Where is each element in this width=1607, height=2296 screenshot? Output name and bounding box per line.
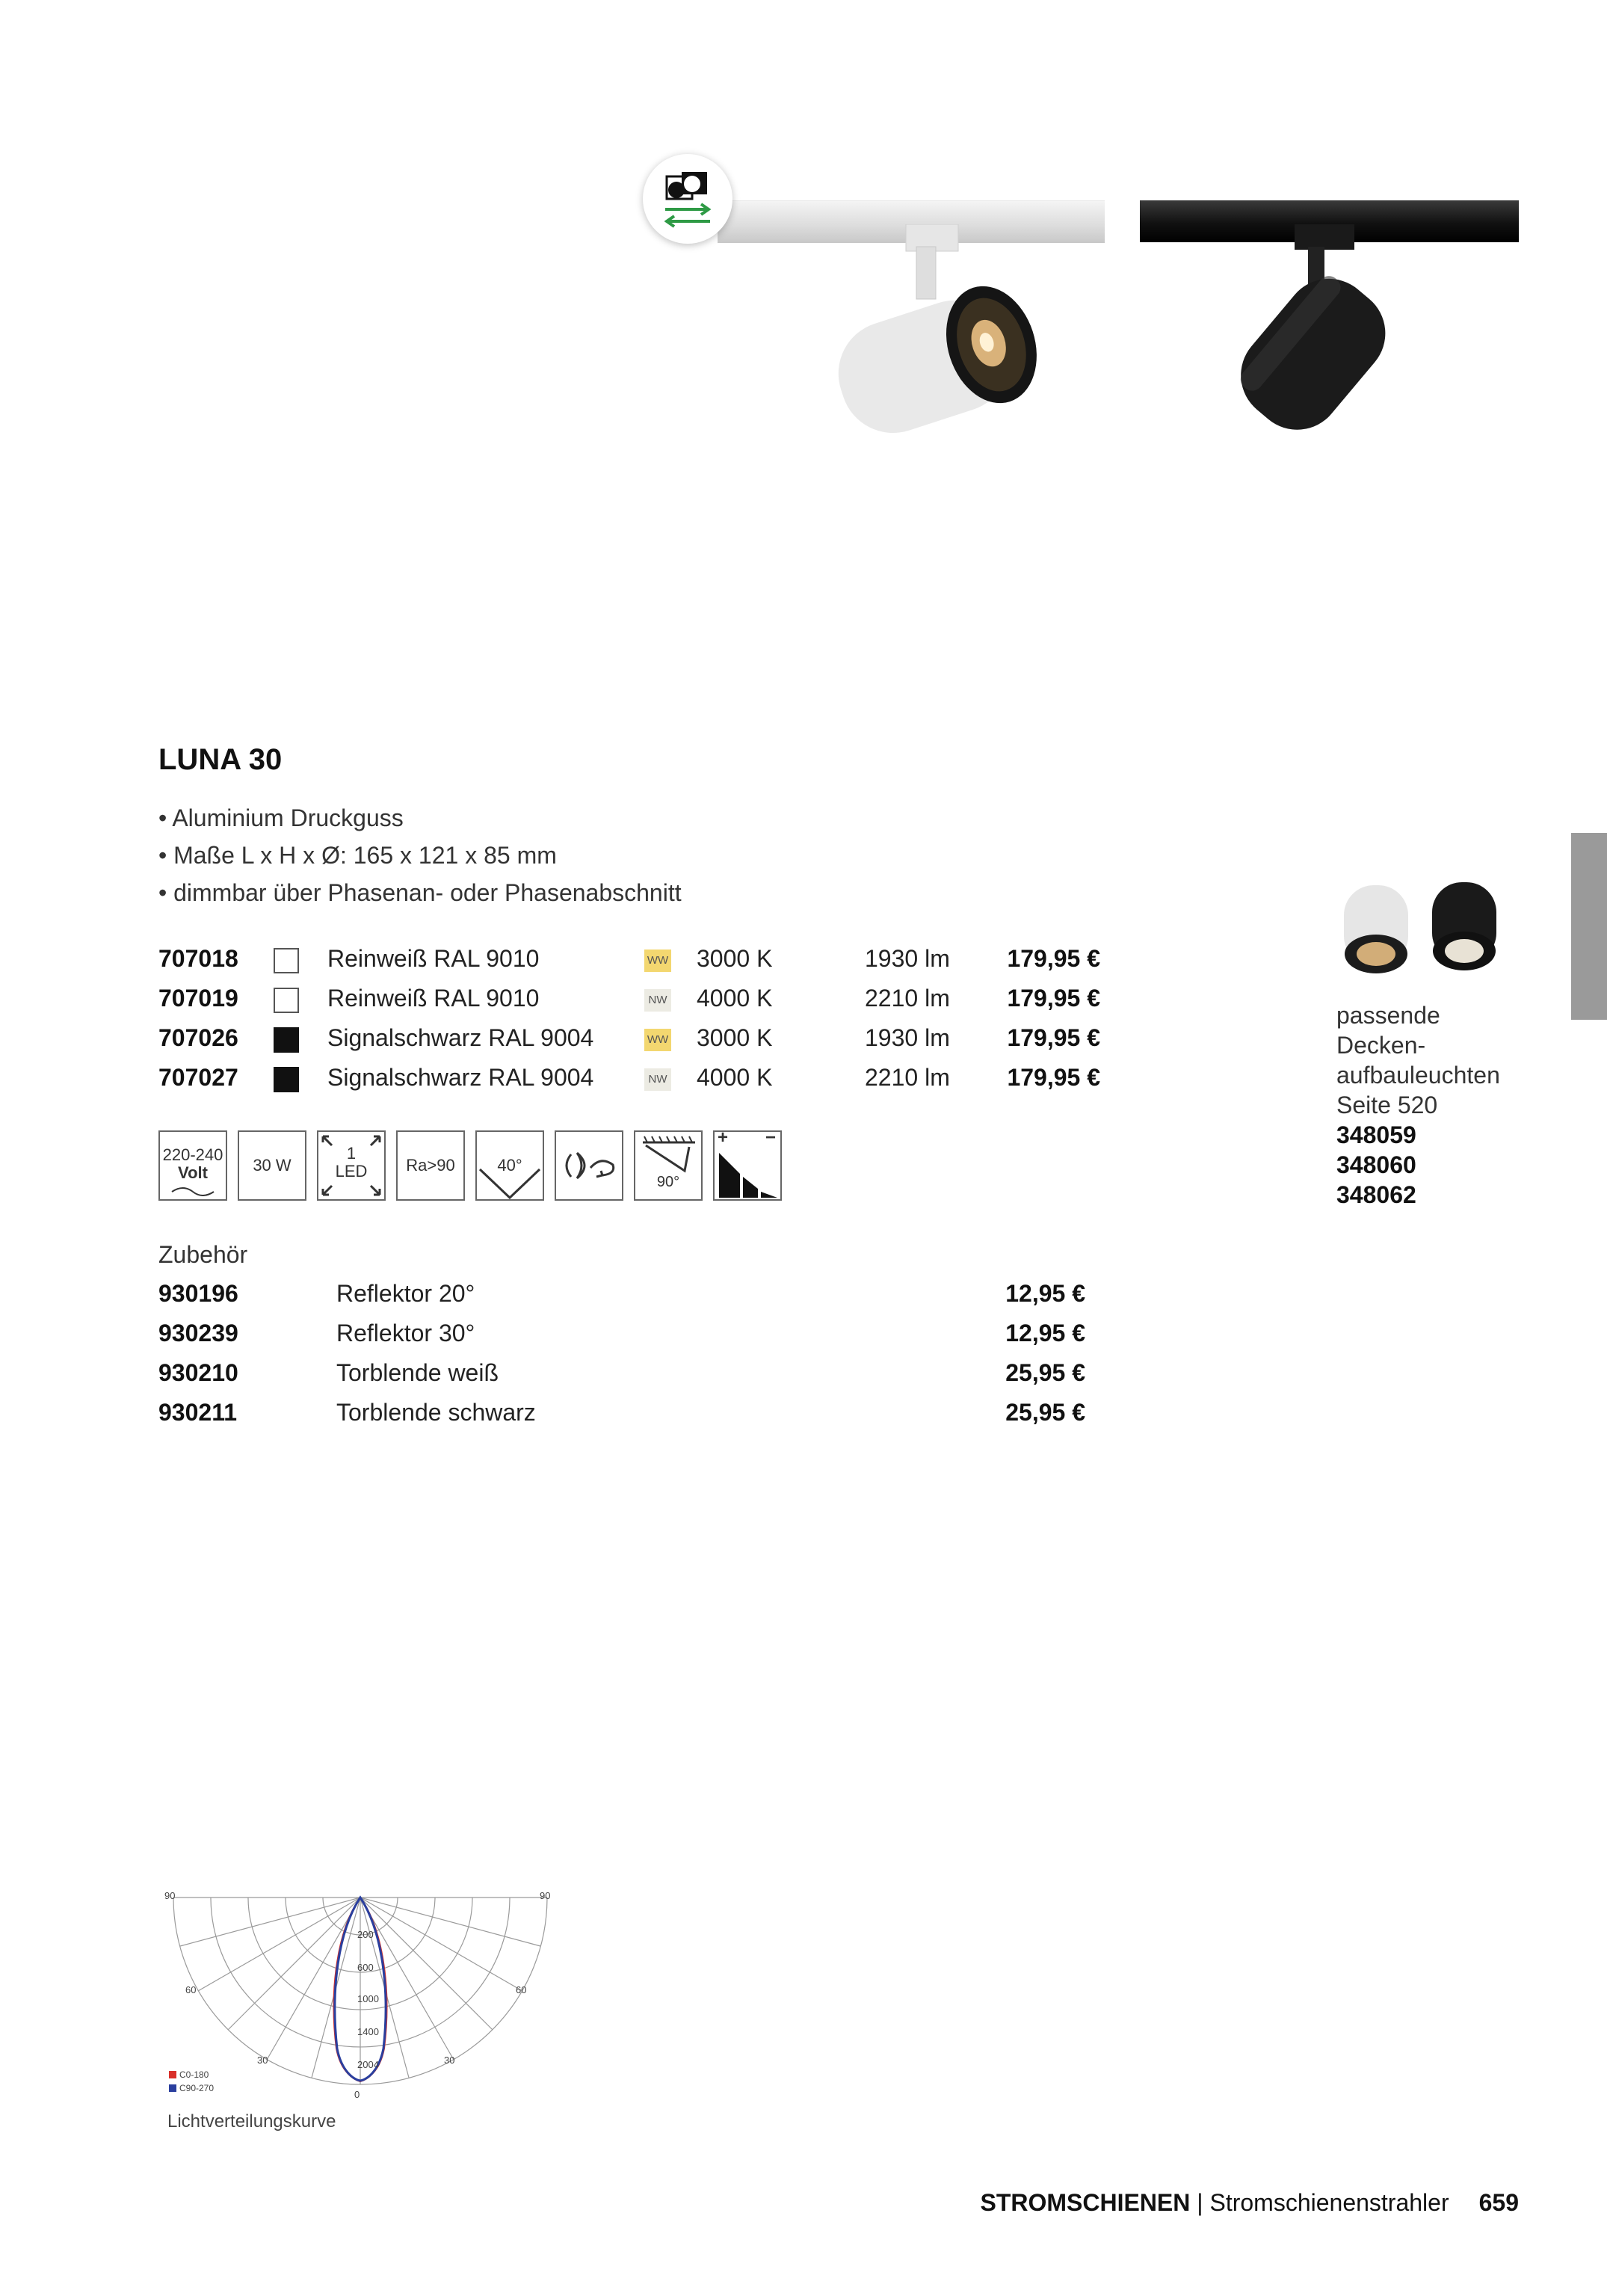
beam-angle-value: 40° (497, 1156, 522, 1175)
color-swatch-black (274, 1027, 299, 1053)
led-label: LED (335, 1162, 368, 1181)
color-temperature: 4000 K (697, 1064, 773, 1091)
sidebar-article: 348062 (1336, 1181, 1416, 1208)
article-number: 930239 (158, 1320, 238, 1346)
color-name: Reinweiß RAL 9010 (327, 985, 540, 1012)
legend-label: C0-180 (179, 2069, 209, 2080)
price: 25,95 € (1005, 1359, 1085, 1386)
sidebar-article: 348059 (1336, 1121, 1416, 1148)
light-color-badge: NW (644, 1068, 671, 1091)
list-item (158, 1399, 1085, 1436)
feature-dimming: • dimmbar über Phasenan- oder Phasenabschnitt (158, 879, 682, 906)
angle-label: 30 (257, 2055, 268, 2066)
spotlight-black-image (1211, 224, 1428, 464)
voltage-icon (158, 1130, 227, 1201)
color-temperature: 3000 K (697, 1024, 773, 1051)
price: 179,95 € (1007, 1064, 1100, 1091)
price: 12,95 € (1005, 1320, 1085, 1346)
article-number: 707027 (158, 1064, 238, 1091)
legend-label: C90-270 (179, 2083, 215, 2093)
article-number: 707026 (158, 1024, 238, 1051)
list-item (158, 1359, 1085, 1397)
rotate-arrows-icon (556, 1132, 622, 1199)
intensity-label: 2004 (357, 2059, 379, 2070)
page-number: 659 (1478, 2189, 1519, 2216)
sidebar-line: aufbauleuchten (1336, 1062, 1500, 1089)
intensity-label: 1000 (357, 1993, 379, 2004)
cri-icon: Ra>90 (396, 1130, 465, 1201)
light-color-badge: WW (644, 1029, 671, 1051)
color-name: Signalschwarz RAL 9004 (327, 1024, 594, 1051)
tilt-angle-value: 90° (656, 1174, 680, 1190)
spotlight-white-image (807, 224, 1054, 471)
dim-plus: + (718, 1127, 729, 1148)
sidebar-line: Decken- (1336, 1032, 1426, 1059)
exchangeable-badge (643, 154, 732, 244)
luminous-flux: 1930 lm (865, 1024, 950, 1051)
dim-minus: − (765, 1127, 776, 1148)
dimmable-icon (713, 1127, 782, 1201)
accessory-name: Reflektor 30° (336, 1320, 475, 1346)
page-footer (980, 2189, 1519, 2217)
angle-label: 30 (444, 2055, 455, 2066)
price: 179,95 € (1007, 945, 1100, 972)
article-number: 930196 (158, 1280, 238, 1307)
wave-icon (170, 1186, 215, 1196)
light-color-badge: NW (644, 989, 671, 1012)
article-number: 930211 (158, 1399, 238, 1426)
accessory-name: Torblende weiß (336, 1359, 499, 1386)
sidebar-line: passende (1336, 1002, 1440, 1029)
color-temperature: 3000 K (697, 945, 773, 972)
article-number: 707019 (158, 985, 238, 1012)
legend-swatch-c0 (169, 2071, 176, 2078)
intensity-label: 1400 (357, 2026, 379, 2037)
intensity-label: 200 (357, 1929, 374, 1940)
legend-swatch-c90 (169, 2084, 176, 2092)
intensity-label: 600 (357, 1962, 374, 1973)
led-count-icon (317, 1130, 386, 1201)
rotatable-icon (555, 1130, 623, 1201)
product-title: LUNA 30 (158, 743, 283, 776)
footer-section: STROMSCHIENEN (980, 2189, 1191, 2216)
color-swatch-white (274, 988, 299, 1013)
footer-subsection: Stromschienenstrahler (1209, 2189, 1449, 2216)
polar-grid (173, 1898, 547, 2084)
accessories-heading: Zubehör (158, 1241, 248, 1268)
table-row (158, 1064, 1100, 1101)
luminous-flux: 2210 lm (865, 1064, 950, 1091)
beam-angle-icon (475, 1130, 544, 1201)
led-count: 1 (346, 1144, 357, 1163)
sidebar-page-ref: Seite 520 (1336, 1092, 1438, 1118)
color-name: Reinweiß RAL 9010 (327, 945, 540, 972)
light-color-badge: WW (644, 950, 671, 972)
angle-label: 90 (164, 1890, 176, 1901)
list-item (158, 1320, 1085, 1357)
angle-label: 0 (354, 2089, 360, 2100)
color-temperature: 4000 K (697, 985, 773, 1012)
footer-separator: | (1190, 2189, 1210, 2216)
feature-material: • Aluminium Druckguss (158, 804, 404, 831)
color-swatch-white (274, 948, 299, 973)
table-row (158, 945, 1100, 982)
article-number: 707018 (158, 945, 238, 972)
table-row (158, 1024, 1100, 1062)
accessory-name: Torblende schwarz (336, 1399, 536, 1426)
power-icon: 30 W (238, 1130, 306, 1201)
tilt-angle-icon (634, 1130, 703, 1201)
chart-caption: Lichtverteilungskurve (167, 2111, 336, 2132)
exchange-icon (643, 154, 732, 244)
list-item (158, 1280, 1085, 1317)
chapter-tab (1571, 833, 1607, 1020)
article-number: 930210 (158, 1359, 238, 1386)
angle-label: 60 (516, 1984, 527, 1995)
feature-dimensions: • Maße L x H x Ø: 165 x 121 x 85 mm (158, 842, 557, 869)
color-name: Signalschwarz RAL 9004 (327, 1064, 594, 1091)
voltage-unit: Volt (178, 1163, 208, 1182)
price: 25,95 € (1005, 1399, 1085, 1426)
luminous-flux: 2210 lm (865, 985, 950, 1012)
angle-label: 90 (540, 1890, 551, 1901)
price: 12,95 € (1005, 1280, 1085, 1307)
ceiling-lights-image (1338, 879, 1502, 984)
dimming-steps-icon (715, 1132, 780, 1199)
luminous-flux: 1930 lm (865, 945, 950, 972)
light-distribution-chart (158, 1884, 577, 2108)
price: 179,95 € (1007, 1024, 1100, 1051)
color-swatch-black (274, 1067, 299, 1092)
sidebar-article: 348060 (1336, 1151, 1416, 1178)
voltage-range: 220-240 (162, 1145, 223, 1164)
table-row (158, 985, 1100, 1022)
angle-label: 60 (185, 1984, 197, 1995)
price: 179,95 € (1007, 985, 1100, 1012)
accessory-name: Reflektor 20° (336, 1280, 475, 1307)
sidebar-note (1336, 1000, 1500, 1210)
